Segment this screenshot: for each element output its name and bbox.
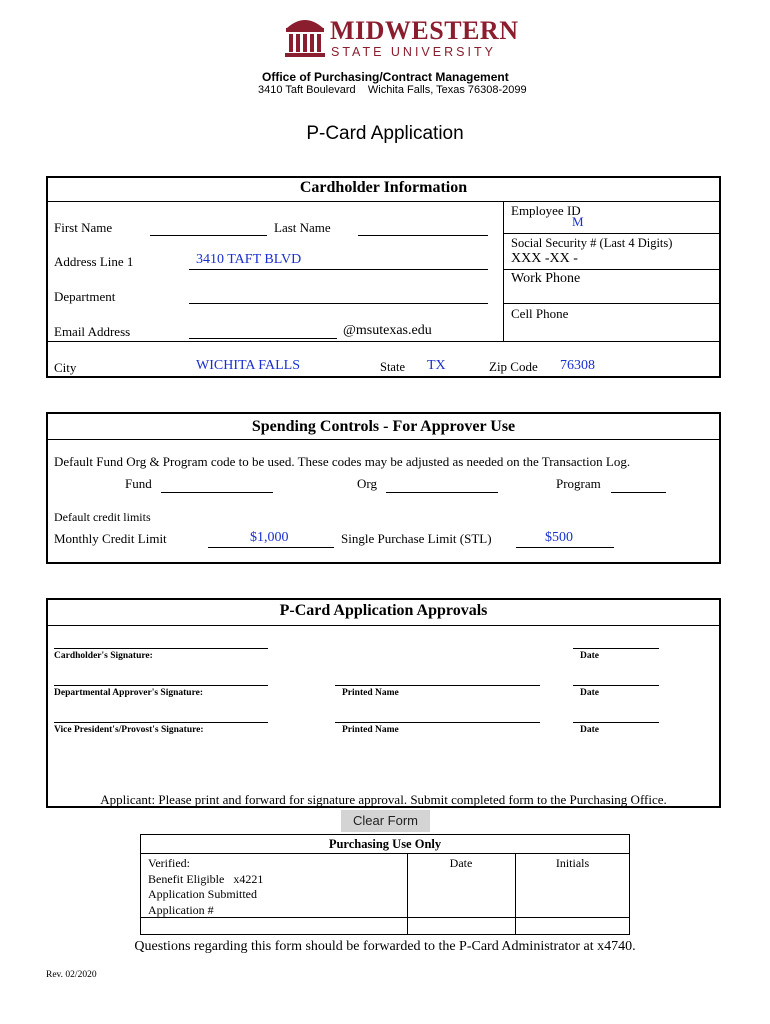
university-logo — [284, 14, 519, 64]
email-domain: @msutexas.edu — [343, 323, 432, 338]
monthly-limit-label: Monthly Credit Limit — [54, 531, 167, 546]
dept-signature-label: Departmental Approver's Signature: — [54, 688, 204, 698]
purchasing-row-verified: Verified: — [148, 856, 190, 870]
office-address: 3410 Taft Boulevard Wichita Falls, Texas 76308-2099 — [258, 84, 527, 96]
ssn-label: Social Security # (Last 4 Digits) — [511, 236, 673, 250]
cardholder-heading: Cardholder Information — [299, 179, 468, 196]
logo-name: MIDWESTERN — [330, 16, 519, 45]
purchasing-date-header: Date — [449, 856, 473, 870]
purchasing-row-submitted: Application Submitted — [148, 887, 257, 901]
address-label: Address Line 1 — [54, 254, 134, 269]
fund-label: Fund — [125, 476, 152, 491]
monthly-limit-field[interactable]: $1,000 — [250, 530, 289, 545]
single-limit-label: Single Purchase Limit (STL) — [341, 531, 492, 546]
dept-printed-name-field[interactable] — [335, 685, 540, 686]
employee-id-label: Employee ID — [511, 203, 581, 218]
ssn-field[interactable]: XXX -XX - — [511, 251, 578, 266]
vp-date-field[interactable] — [573, 722, 659, 723]
cardholder-signature-field[interactable] — [54, 648, 268, 649]
address-field[interactable]: 3410 TAFT BLVD — [196, 252, 302, 267]
city-field[interactable]: WICHITA FALLS — [196, 358, 301, 373]
work-phone-label: Work Phone — [511, 271, 581, 286]
state-field[interactable]: TX — [427, 358, 446, 373]
clear-form-button[interactable]: Clear Form — [341, 810, 430, 832]
vp-signature-label: Vice President's/Provost's Signature: — [54, 725, 204, 735]
dept-printed-name-label: Printed Name — [342, 688, 399, 698]
department-field[interactable] — [189, 303, 488, 304]
dept-date-label: Date — [580, 688, 599, 698]
limits-label: Default credit limits — [54, 510, 151, 524]
single-limit-field[interactable]: $500 — [545, 530, 573, 545]
cell-phone-label: Cell Phone — [511, 306, 569, 321]
logo-sub: STATE UNIVERSITY — [331, 45, 496, 59]
department-label: Department — [54, 289, 116, 304]
vp-signature-field[interactable] — [54, 722, 268, 723]
purchasing-row-app-number: Application # — [148, 903, 214, 917]
vp-printed-name-field[interactable] — [335, 722, 540, 723]
first-name-field[interactable] — [150, 235, 267, 236]
dept-date-field[interactable] — [573, 685, 659, 686]
spending-note: Default Fund Org & Program code to be used. These codes may be adjusted as needed on the Transaction Log. — [54, 454, 631, 469]
purchasing-heading: Purchasing Use Only — [328, 837, 442, 851]
fund-field[interactable] — [161, 492, 273, 493]
approval-instruction: Applicant: Please print and forward for signature approval. Submit completed form to the Purchasing Office. — [100, 792, 667, 807]
approvals-section — [46, 598, 721, 808]
cardholder-section — [46, 176, 721, 378]
cardholder-signature-label: Cardholder's Signature: — [54, 651, 153, 661]
purchasing-initials-header: Initials — [555, 856, 590, 870]
last-name-label: Last Name — [274, 220, 331, 235]
org-label: Org — [357, 476, 377, 491]
approvals-heading: P-Card Application Approvals — [279, 602, 488, 619]
vp-printed-name-label: Printed Name — [342, 725, 399, 735]
page-title: P-Card Application — [306, 123, 464, 144]
questions-note: Questions regarding this form should be forwarded to the P-Card Administrator at x4740. — [134, 939, 636, 954]
spending-heading: Spending Controls - For Approver Use — [251, 418, 516, 435]
employee-id-field[interactable]: M — [572, 214, 584, 229]
zip-field[interactable]: 76308 — [560, 358, 595, 373]
email-field[interactable] — [189, 338, 337, 339]
city-label: City — [54, 360, 77, 375]
last-name-field[interactable] — [358, 235, 488, 236]
dept-signature-field[interactable] — [54, 685, 268, 686]
zip-label: Zip Code — [489, 359, 538, 374]
program-field[interactable] — [611, 492, 666, 493]
state-label: State — [380, 360, 405, 374]
program-label: Program — [556, 476, 601, 491]
vp-date-label: Date — [580, 725, 599, 735]
cardholder-date-label: Date — [580, 651, 599, 661]
email-label: Email Address — [54, 324, 131, 339]
org-field[interactable] — [386, 492, 498, 493]
first-name-label: First Name — [54, 220, 113, 235]
revision-label: Rev. 02/2020 — [46, 970, 97, 980]
building-icon — [284, 14, 326, 58]
office-name: Office of Purchasing/Contract Management — [262, 70, 509, 84]
cardholder-date-field[interactable] — [573, 648, 659, 649]
purchasing-row-benefit: Benefit Eligible x4221 — [148, 872, 264, 886]
